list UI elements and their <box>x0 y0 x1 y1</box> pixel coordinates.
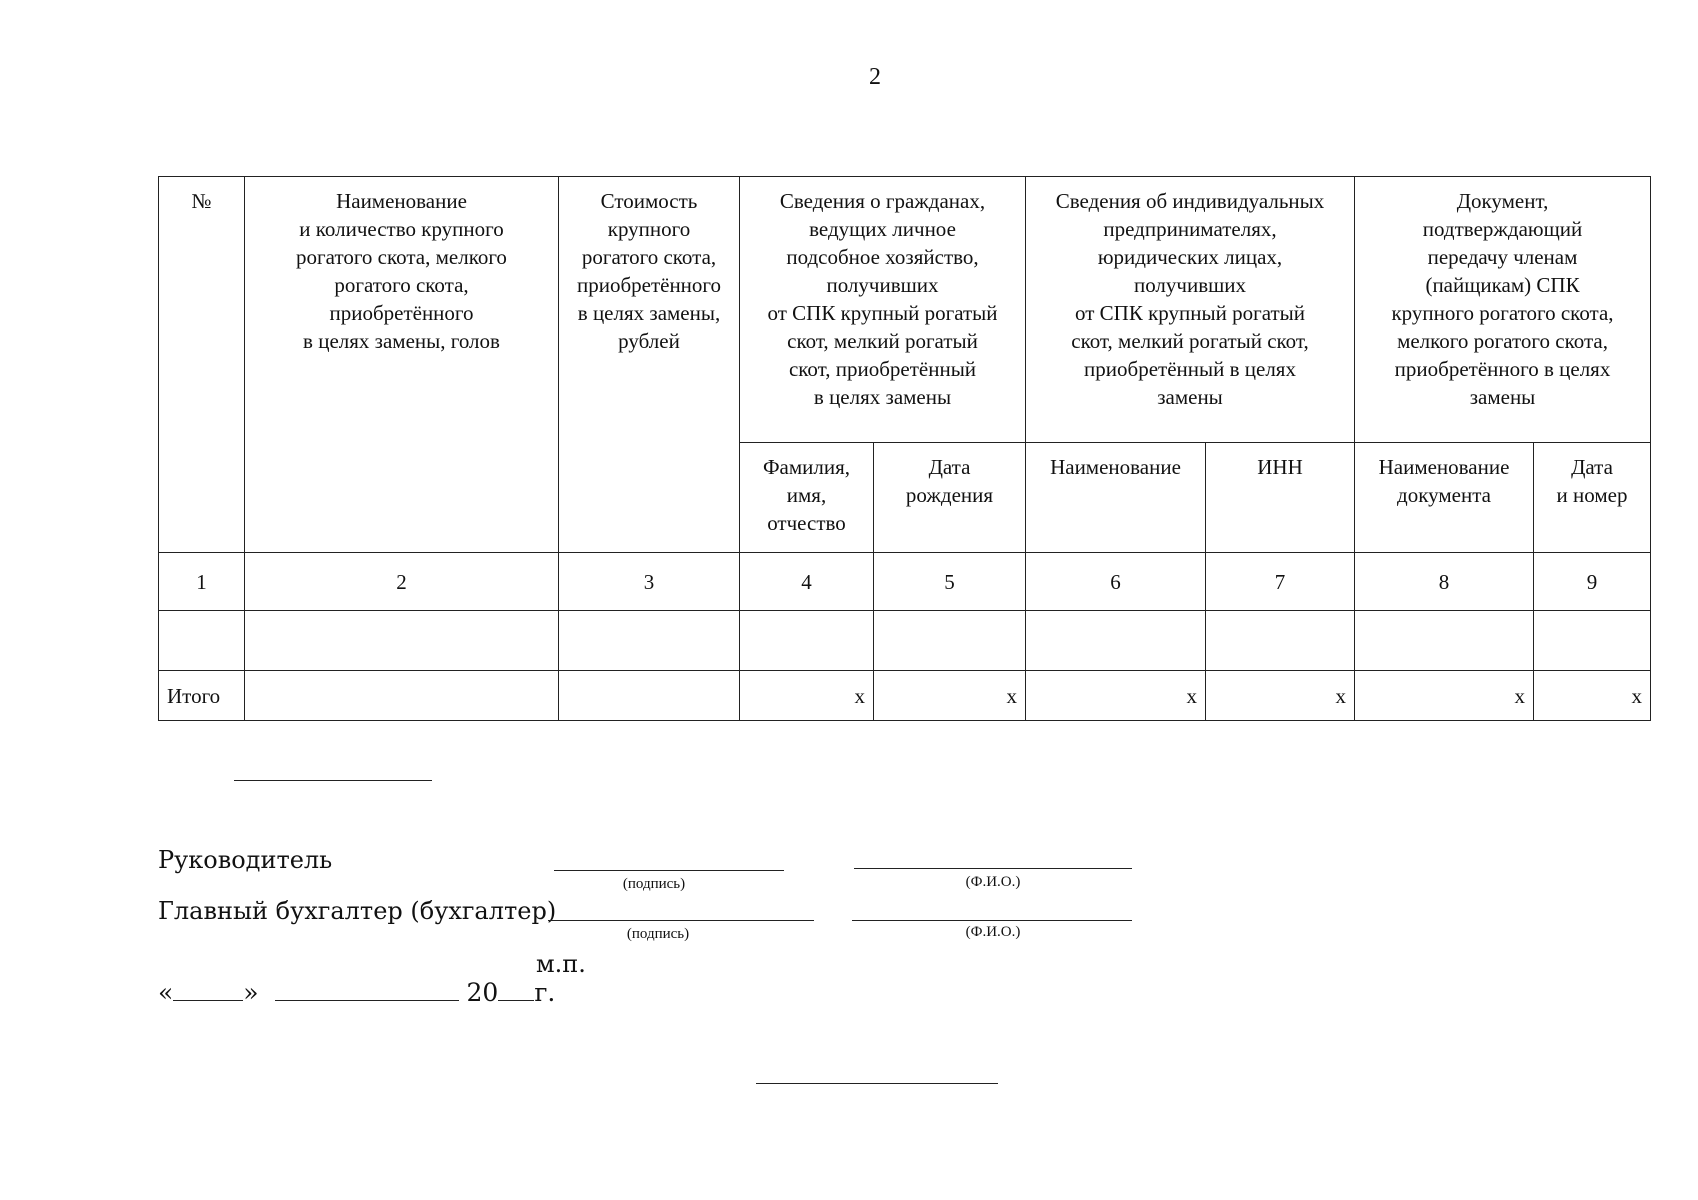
signature-hint: (подпись) <box>626 926 690 942</box>
page-number: 2 <box>869 64 881 90</box>
x-mark: x <box>874 671 1026 721</box>
x-mark: x <box>740 671 874 721</box>
column-number: 6 <box>1026 553 1206 611</box>
empty-cell[interactable] <box>740 611 874 671</box>
separator-line <box>234 780 432 781</box>
header-cost: Стоимость крупного рогатого скота, приобретённого в целях замены, рублей <box>559 177 740 553</box>
empty-cell[interactable] <box>1534 611 1651 671</box>
x-mark: x <box>1534 671 1651 721</box>
footer-line <box>756 1083 998 1084</box>
signature-hint: (подпись) <box>622 876 686 892</box>
column-number: 1 <box>159 553 245 611</box>
total-row <box>159 671 1651 721</box>
x-mark: x <box>1206 671 1355 721</box>
head-signature-field[interactable] <box>554 870 784 871</box>
header-document: Документ, подтверждающий передачу членам (пайщикам) СПК крупного рогатого скота, мелкого рогатого скота, приобретённого в целях замены <box>1355 177 1651 443</box>
x-mark: x <box>1355 671 1534 721</box>
empty-cell[interactable] <box>159 611 245 671</box>
subheader-fio: Фамилия, имя, отчество <box>740 443 874 553</box>
x-mark: x <box>1026 671 1206 721</box>
accountant-fio-field[interactable] <box>852 920 1132 921</box>
total-cost-cell[interactable] <box>559 671 740 721</box>
column-number: 2 <box>245 553 559 611</box>
head-label: Руководитель <box>158 846 333 874</box>
column-number: 5 <box>874 553 1026 611</box>
empty-cell[interactable] <box>1026 611 1206 671</box>
year-prefix: 20 <box>466 978 499 1007</box>
column-number: 8 <box>1355 553 1534 611</box>
date-line <box>158 978 555 1007</box>
empty-cell[interactable] <box>1355 611 1534 671</box>
day-field[interactable] <box>173 980 243 1001</box>
year-field[interactable] <box>498 980 534 1001</box>
empty-cell[interactable] <box>1206 611 1355 671</box>
column-number: 4 <box>740 553 874 611</box>
livestock-form-table <box>158 176 1651 721</box>
head-fio-field[interactable] <box>854 868 1132 869</box>
header-number: № <box>159 177 245 553</box>
fio-hint: (Ф.И.О.) <box>965 874 1021 890</box>
column-number: 9 <box>1534 553 1651 611</box>
accountant-label: Главный бухгалтер (бухгалтер) <box>158 897 557 925</box>
accountant-signature-field[interactable] <box>548 920 814 921</box>
header-name-quantity: Наименование и количество крупного рогатого скота, мелкого рогатого скота, приобретённого в целях замены, голов <box>245 177 559 553</box>
empty-cell[interactable] <box>874 611 1026 671</box>
subheader-inn: ИНН <box>1206 443 1355 553</box>
header-citizens: Сведения о гражданах, ведущих личное подсобное хозяйство, получивших от СПК крупный рогатый скот, мелкий рогатый скот, приобретённый в целях замены <box>740 177 1026 443</box>
total-quantity-cell[interactable] <box>245 671 559 721</box>
subheader-org-name: Наименование <box>1026 443 1206 553</box>
subheader-birth-date: Дата рождения <box>874 443 1026 553</box>
empty-cell[interactable] <box>245 611 559 671</box>
column-numbers-row <box>159 553 1651 611</box>
column-number: 7 <box>1206 553 1355 611</box>
header-entrepreneurs: Сведения об индивидуальных предпринимателях, юридических лицах, получивших от СПК крупный рогатый скот, мелкий рогатый скот, приобретённый в целях замены <box>1026 177 1355 443</box>
subheader-doc-date: Дата и номер <box>1534 443 1651 553</box>
subheader-doc-name: Наименование документа <box>1355 443 1534 553</box>
empty-cell[interactable] <box>559 611 740 671</box>
open-quote: « <box>158 978 174 1007</box>
column-number: 3 <box>559 553 740 611</box>
table-row <box>159 611 1651 671</box>
close-quote: » <box>243 978 259 1007</box>
year-suffix: г. <box>534 978 556 1007</box>
stamp-place: м.п. <box>536 950 586 978</box>
total-label: Итого <box>159 671 245 721</box>
month-field[interactable] <box>275 980 459 1001</box>
fio-hint: (Ф.И.О.) <box>965 924 1021 940</box>
